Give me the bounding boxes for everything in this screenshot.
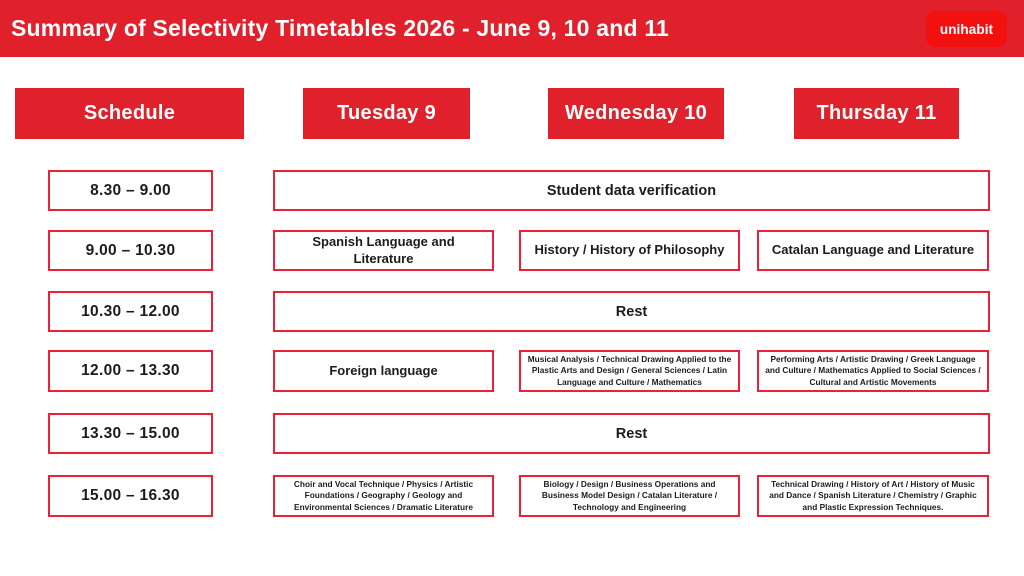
unihabit-logo	[926, 11, 1007, 47]
column-header-thursday: Thursday 11	[794, 88, 959, 139]
session-cell-wednesday: History / History of Philosophy	[519, 230, 740, 271]
unihabit-logo-text: unihabit	[939, 21, 994, 37]
session-cell-wednesday: Musical Analysis / Technical Drawing Applied to the Plastic Arts and Design / General Sciences / Latin Language and Culture / Mathematics	[519, 350, 740, 392]
column-header-schedule: Schedule	[15, 88, 244, 139]
session-cell-tuesday: Choir and Vocal Technique / Physics / Artistic Foundations / Geography / Geology and Environmental Sciences / Dramatic Literature	[273, 475, 494, 517]
time-slot: 12.00 – 13.30	[48, 350, 213, 392]
time-slot: 10.30 – 12.00	[48, 291, 213, 332]
time-slot: 13.30 – 15.00	[48, 413, 213, 454]
session-cell-tuesday: Foreign language	[273, 350, 494, 392]
session-cell-thursday: Catalan Language and Literature	[757, 230, 989, 271]
session-cell-thursday: Technical Drawing / History of Art / History of Music and Dance / Spanish Literature / Chemistry / Graphic and Plastic Expression Techniques.	[757, 475, 989, 517]
header-bar	[0, 0, 1024, 57]
session-cell-all-days: Rest	[273, 291, 990, 332]
session-cell-tuesday: Spanish Language and Literature	[273, 230, 494, 271]
time-slot: 15.00 – 16.30	[48, 475, 213, 517]
time-slot: 8.30 – 9.00	[48, 170, 213, 211]
session-cell-all-days: Student data verification	[273, 170, 990, 211]
time-slot: 9.00 – 10.30	[48, 230, 213, 271]
session-cell-all-days: Rest	[273, 413, 990, 454]
session-cell-wednesday: Biology / Design / Business Operations and Business Model Design / Catalan Literature / Technology and Engineering	[519, 475, 740, 517]
session-cell-thursday: Performing Arts / Artistic Drawing / Greek Language and Culture / Mathematics Applied to Social Sciences / Cultural and Artistic Movements	[757, 350, 989, 392]
column-header-tuesday: Tuesday 9	[303, 88, 470, 139]
column-header-wednesday: Wednesday 10	[548, 88, 724, 139]
page-title: Summary of Selectivity Timetables 2026 - June 9, 10 and 11	[11, 15, 670, 41]
